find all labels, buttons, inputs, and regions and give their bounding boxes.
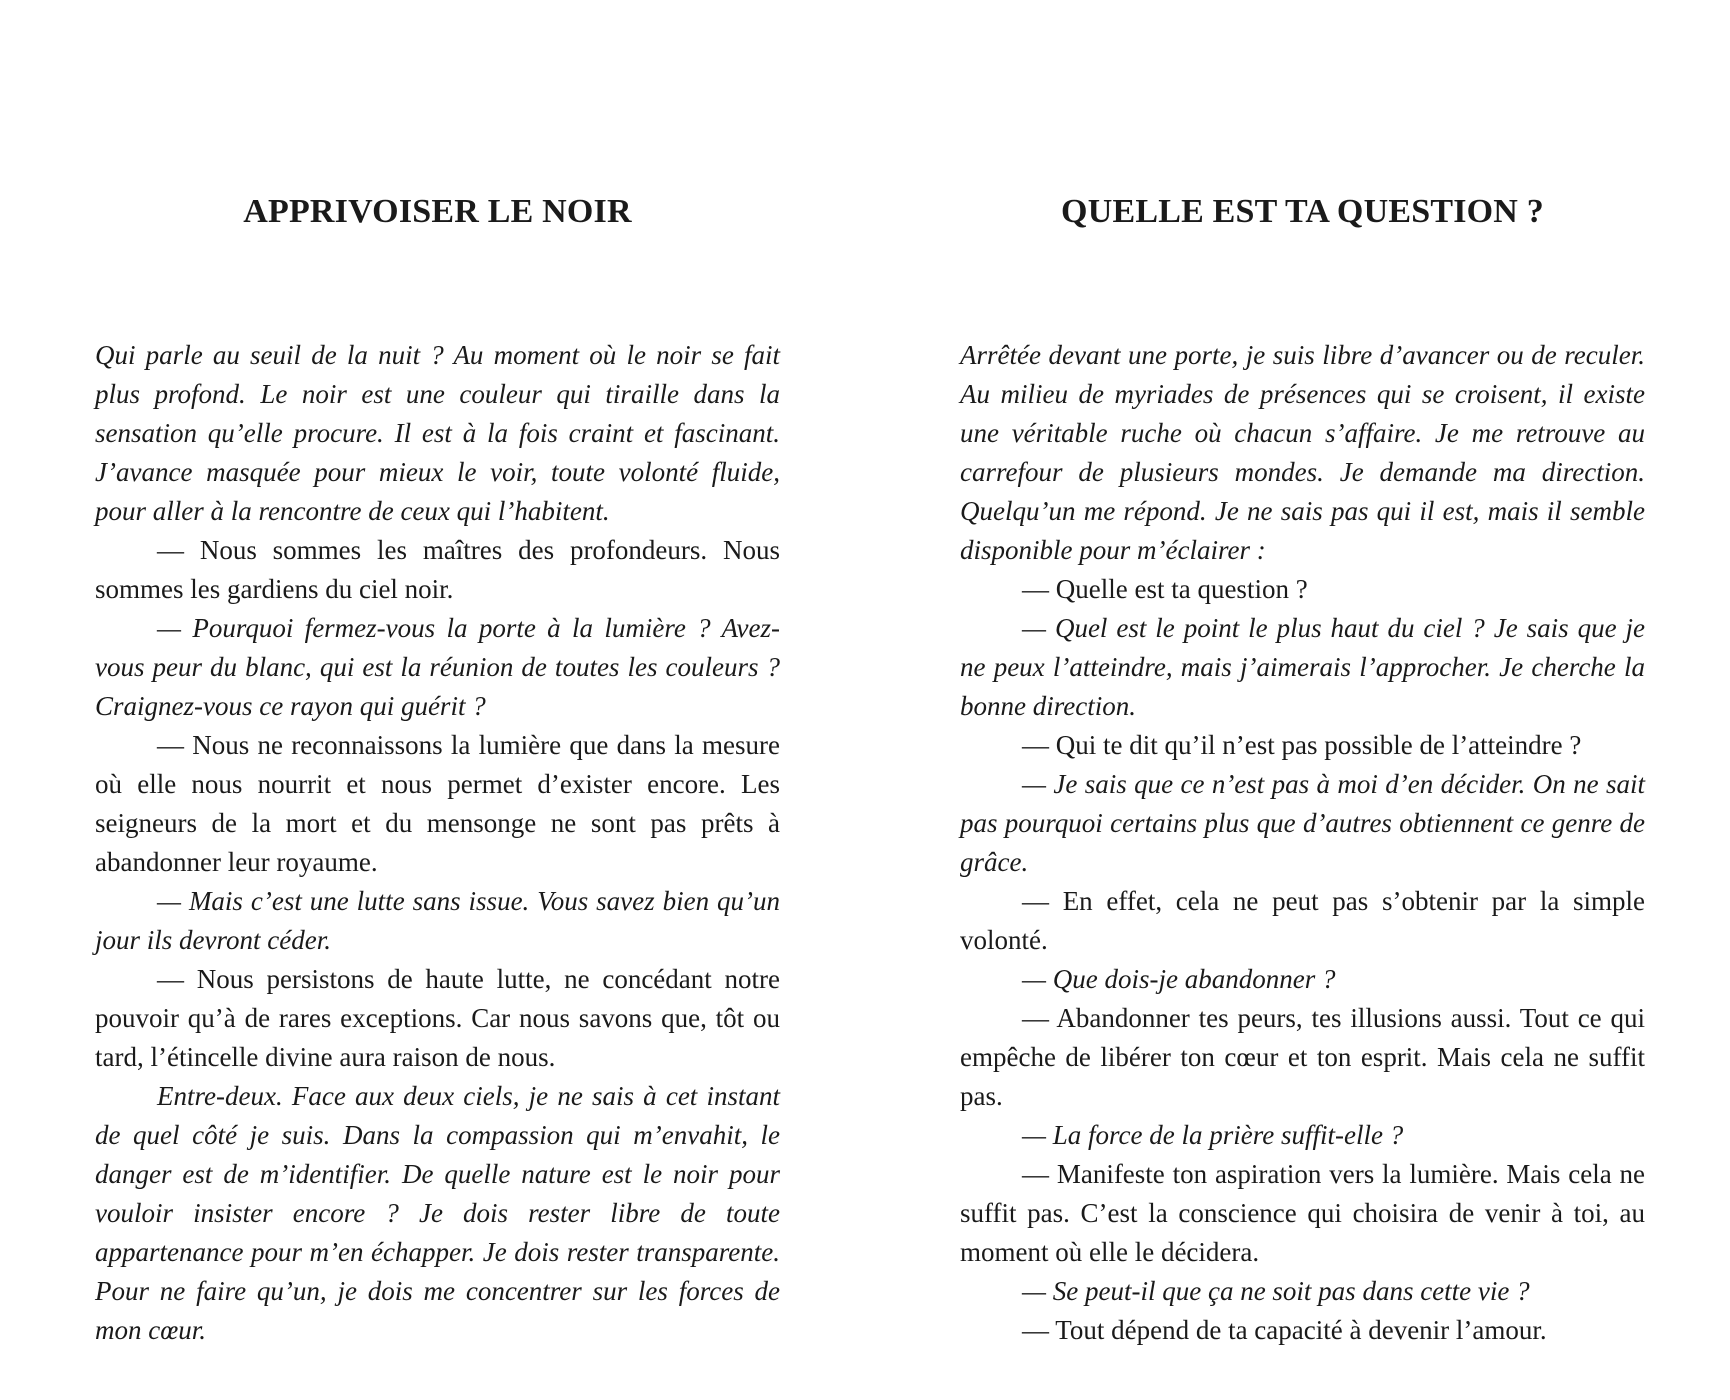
right-paragraph-6: — En effet, cela ne peut pas s’obtenir par la simple volonté. (960, 886, 1645, 955)
left-page-title: APPRIVOISER LE NOIR (243, 193, 632, 230)
right-paragraph-3: — Quel est le point le plus haut du ciel ? Je sais que je ne peux l’atteindre, mais j’aimerais l’approcher. Je cherche la bonne direction. (960, 613, 1645, 721)
right-paragraph-1: Arrêtée devant une porte, je suis libre d’avancer ou de reculer. Au milieu de myriades de présences qui se croisent, il existe une véritable ruche où chacun s’affaire. Je me retrouve au carrefour de plusieurs mondes. Je demande ma direction. Quelqu’un me répond. Je ne sais pas qui il est, mais il semble disponible pour m’éclairer : (960, 340, 1645, 565)
right-paragraph-11: — Se peut-il que ça ne soit pas dans cette vie ? (1022, 1276, 1530, 1306)
left-paragraph-1: Qui parle au seuil de la nuit ? Au moment où le noir se fait plus profond. Le noir est une couleur qui tiraille dans la sensation qu’elle procure. Il est à la fois craint et fascinant. J’avance masquée pour mieux le voir, toute volonté fluide, pour aller à la rencontre de ceux qui l’habitent. (95, 340, 780, 526)
right-paragraph-10: — Manifeste ton aspiration vers la lumière. Mais cela ne suffit pas. C’est la conscience qui choisira de venir à toi, au moment où elle le décidera. (960, 1159, 1645, 1267)
right-page-title: QUELLE EST TA QUESTION ? (1061, 193, 1544, 230)
left-page-body (95, 336, 780, 1350)
left-paragraph-6: — Nous persistons de haute lutte, ne concédant notre pouvoir qu’à de rares exceptions. Car nous savons que, tôt ou tard, l’étincelle divine aura raison de nous. (95, 964, 780, 1072)
left-paragraph-3: — Pourquoi fermez-vous la porte à la lumière ? Avez-vous peur du blanc, qui est la réunion de toutes les couleurs ? Craignez-vous ce rayon qui guérit ? (95, 613, 780, 721)
right-page-body (960, 336, 1645, 1350)
right-paragraph-7: — Que dois-je abandonner ? (1022, 964, 1336, 994)
right-paragraph-8: — Abandonner tes peurs, tes illusions aussi. Tout ce qui empêche de libérer ton cœur et ton esprit. Mais cela ne suffit pas. (960, 1003, 1645, 1111)
right-paragraph-5: — Je sais que ce n’est pas à moi d’en décider. On ne sait pas pourquoi certains plus que d’autres obtiennent ce genre de grâce. (960, 769, 1645, 877)
left-paragraph-5: — Mais c’est une lutte sans issue. Vous savez bien qu’un jour ils devront céder. (95, 886, 780, 955)
left-paragraph-2: — Nous sommes les maîtres des profondeurs. Nous sommes les gardiens du ciel noir. (95, 535, 780, 604)
left-paragraph-4: — Nous ne reconnaissons la lumière que dans la mesure où elle nous nourrit et nous permet d’exister encore. Les seigneurs de la mort et du mensonge ne sont pas prêts à abandonner leur royaume. (95, 730, 780, 877)
right-paragraph-12: — Tout dépend de ta capacité à devenir l’amour. (1022, 1315, 1547, 1345)
left-paragraph-7: Entre-deux. Face aux deux ciels, je ne sais à cet instant de quel côté je suis. Dans la compassion qui m’envahit, le danger est de m’identifier. De quelle nature est le noir pour vouloir insister encore ? Je dois rester libre de toute appartenance pour m’en échapper. Je dois rester transparente. Pour ne faire qu’un, je dois me concentrer sur les forces de mon cœur. (95, 1081, 780, 1345)
right-paragraph-2: — Quelle est ta question ? (1022, 574, 1308, 604)
right-paragraph-4: — Qui te dit qu’il n’est pas possible de l’atteindre ? (1022, 730, 1582, 760)
right-paragraph-9: — La force de la prière suffit-elle ? (1022, 1120, 1404, 1150)
